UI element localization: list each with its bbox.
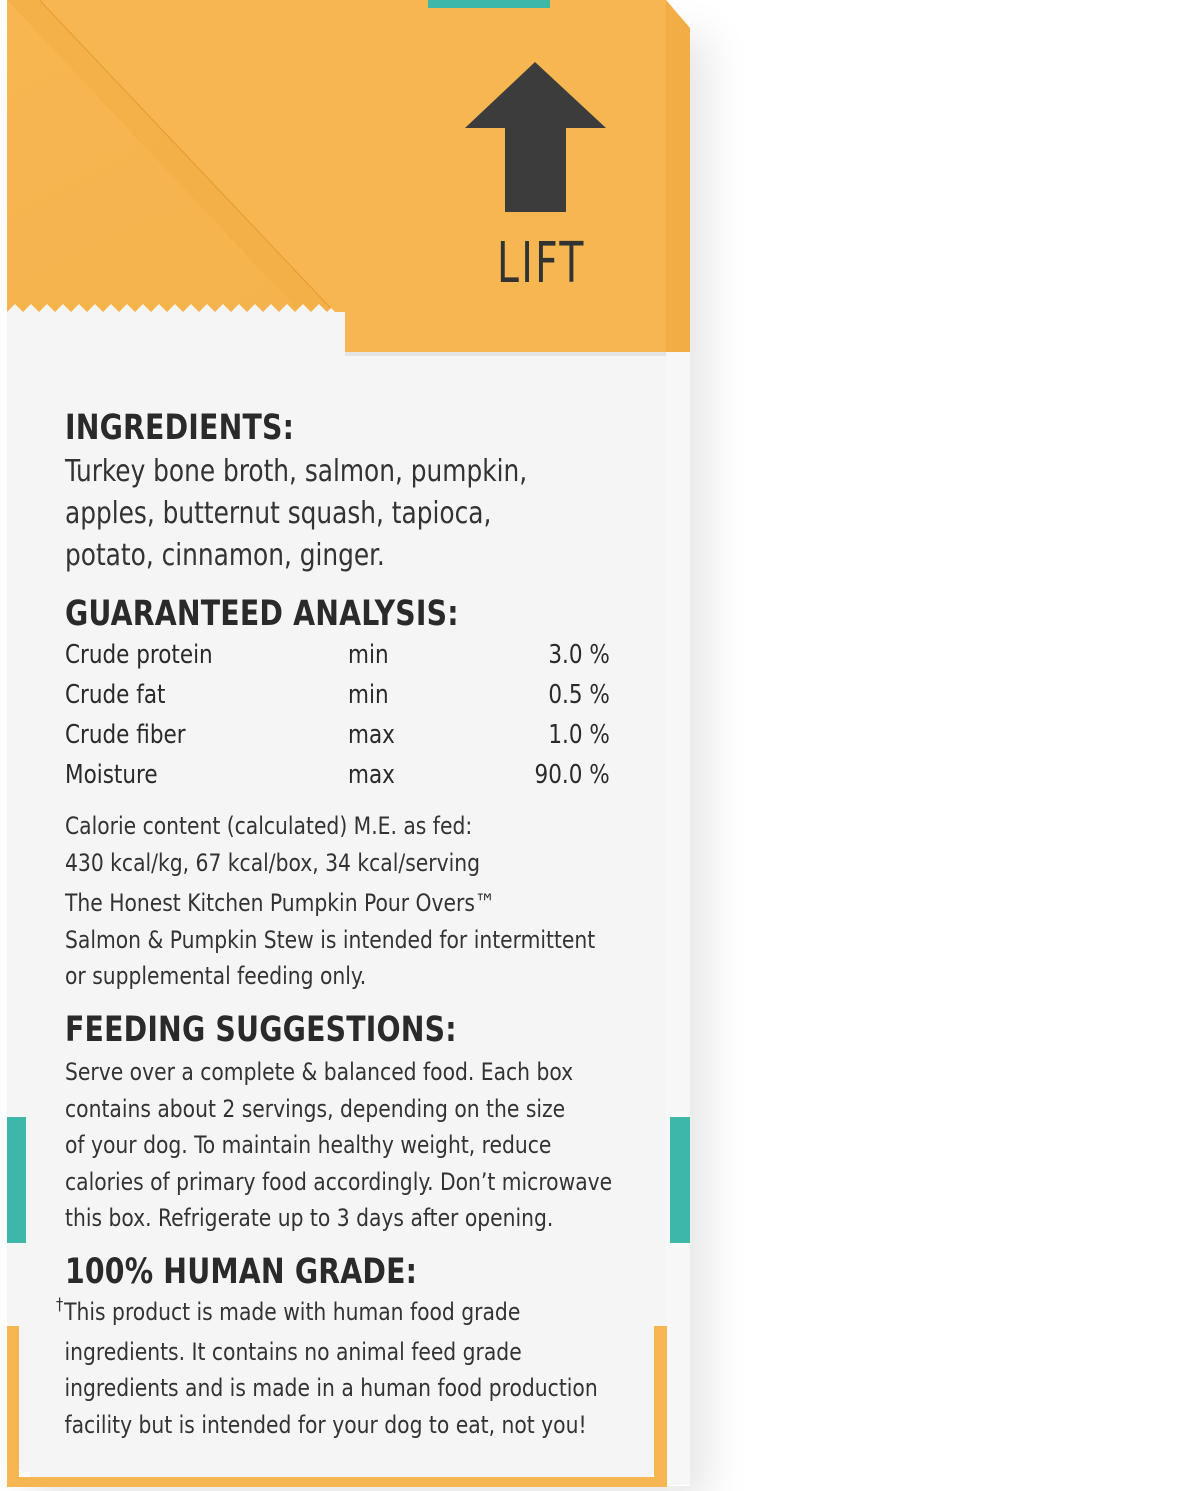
- nutrient-name: Crude protein: [65, 640, 213, 670]
- nutrient-name: Crude fiber: [65, 720, 186, 750]
- feeding-line: calories of primary food accordingly. Don’t microwave: [65, 1167, 613, 1196]
- nutrient-value: 0.5 %: [548, 680, 610, 710]
- analysis-row: [65, 680, 610, 720]
- ingredients-line: potato, cinnamon, ginger.: [65, 538, 385, 573]
- feeding-line: Serve over a complete & balanced food. Each box: [65, 1058, 574, 1086]
- nutrient-value: 1.0 %: [548, 720, 610, 750]
- lift-flap-shadow: [345, 352, 666, 356]
- analysis-row: [65, 760, 610, 800]
- feeding-line: this box. Refrigerate up to 3 days after opening.: [65, 1204, 554, 1232]
- statement-line: The Honest Kitchen Pumpkin Pour Overs™: [65, 889, 496, 917]
- nutrient-name: Crude fat: [65, 680, 166, 710]
- human-grade-line: [56, 1294, 598, 1334]
- teal-accent-left: [7, 1117, 26, 1243]
- nutrient-name: Moisture: [65, 760, 158, 790]
- human-grade-line-text: This product is made with human food grade: [64, 1298, 521, 1326]
- feeding-statement: [65, 885, 595, 995]
- feeding-line: of your dog. To maintain healthy weight, reduce: [65, 1131, 552, 1159]
- feeding-line: contains about 2 servings, depending on the size: [65, 1094, 566, 1123]
- teal-accent-top: [428, 0, 550, 8]
- nutrient-value: 90.0 %: [534, 760, 610, 790]
- human-grade-text: [56, 1294, 598, 1443]
- ingredients-text: [65, 451, 527, 577]
- ingredients-heading: INGREDIENTS:: [65, 408, 295, 448]
- human-grade-line: ingredients. It contains no animal feed grade: [64, 1337, 522, 1366]
- analysis-row: [65, 640, 610, 680]
- carton-side-edge-orange: [666, 0, 690, 352]
- dagger-mark: †: [56, 1295, 64, 1315]
- nutrient-limit: max: [348, 720, 395, 750]
- lift-label: LIFT: [497, 231, 586, 296]
- analysis-table: [65, 640, 610, 800]
- ingredients-line: Turkey bone broth, salmon, pumpkin,: [65, 454, 528, 489]
- nutrient-limit: min: [348, 640, 389, 670]
- feeding-heading: FEEDING SUGGESTIONS:: [65, 1010, 457, 1050]
- analysis-heading: GUARANTEED ANALYSIS:: [65, 594, 459, 634]
- feeding-text: [65, 1054, 612, 1237]
- human-grade-line: facility but is intended for your dog to eat, not you!: [64, 1410, 587, 1439]
- ingredients-line: apples, butternut squash, tapioca,: [65, 496, 492, 531]
- calorie-line: Calorie content (calculated) M.E. as fed:: [65, 812, 473, 840]
- statement-line: or supplemental feeding only.: [65, 962, 367, 990]
- calorie-content: [65, 808, 480, 881]
- human-grade-heading: 100% HUMAN GRADE:: [65, 1252, 418, 1292]
- teal-accent-right: [670, 1117, 690, 1243]
- carton-bottom-band: [7, 1477, 667, 1487]
- nutrient-limit: min: [348, 680, 389, 710]
- analysis-row: [65, 720, 610, 760]
- human-grade-line: ingredients and is made in a human food production: [64, 1374, 598, 1402]
- carton-bottom-band-left: [7, 1326, 19, 1485]
- nutrient-value: 3.0 %: [548, 640, 610, 670]
- nutrient-limit: max: [348, 760, 395, 790]
- statement-line: Salmon & Pumpkin Stew is intended for intermittent: [65, 925, 596, 954]
- calorie-line: 430 kcal/kg, 67 kcal/box, 34 kcal/serving: [65, 848, 481, 877]
- carton-bottom-band-right: [654, 1326, 667, 1485]
